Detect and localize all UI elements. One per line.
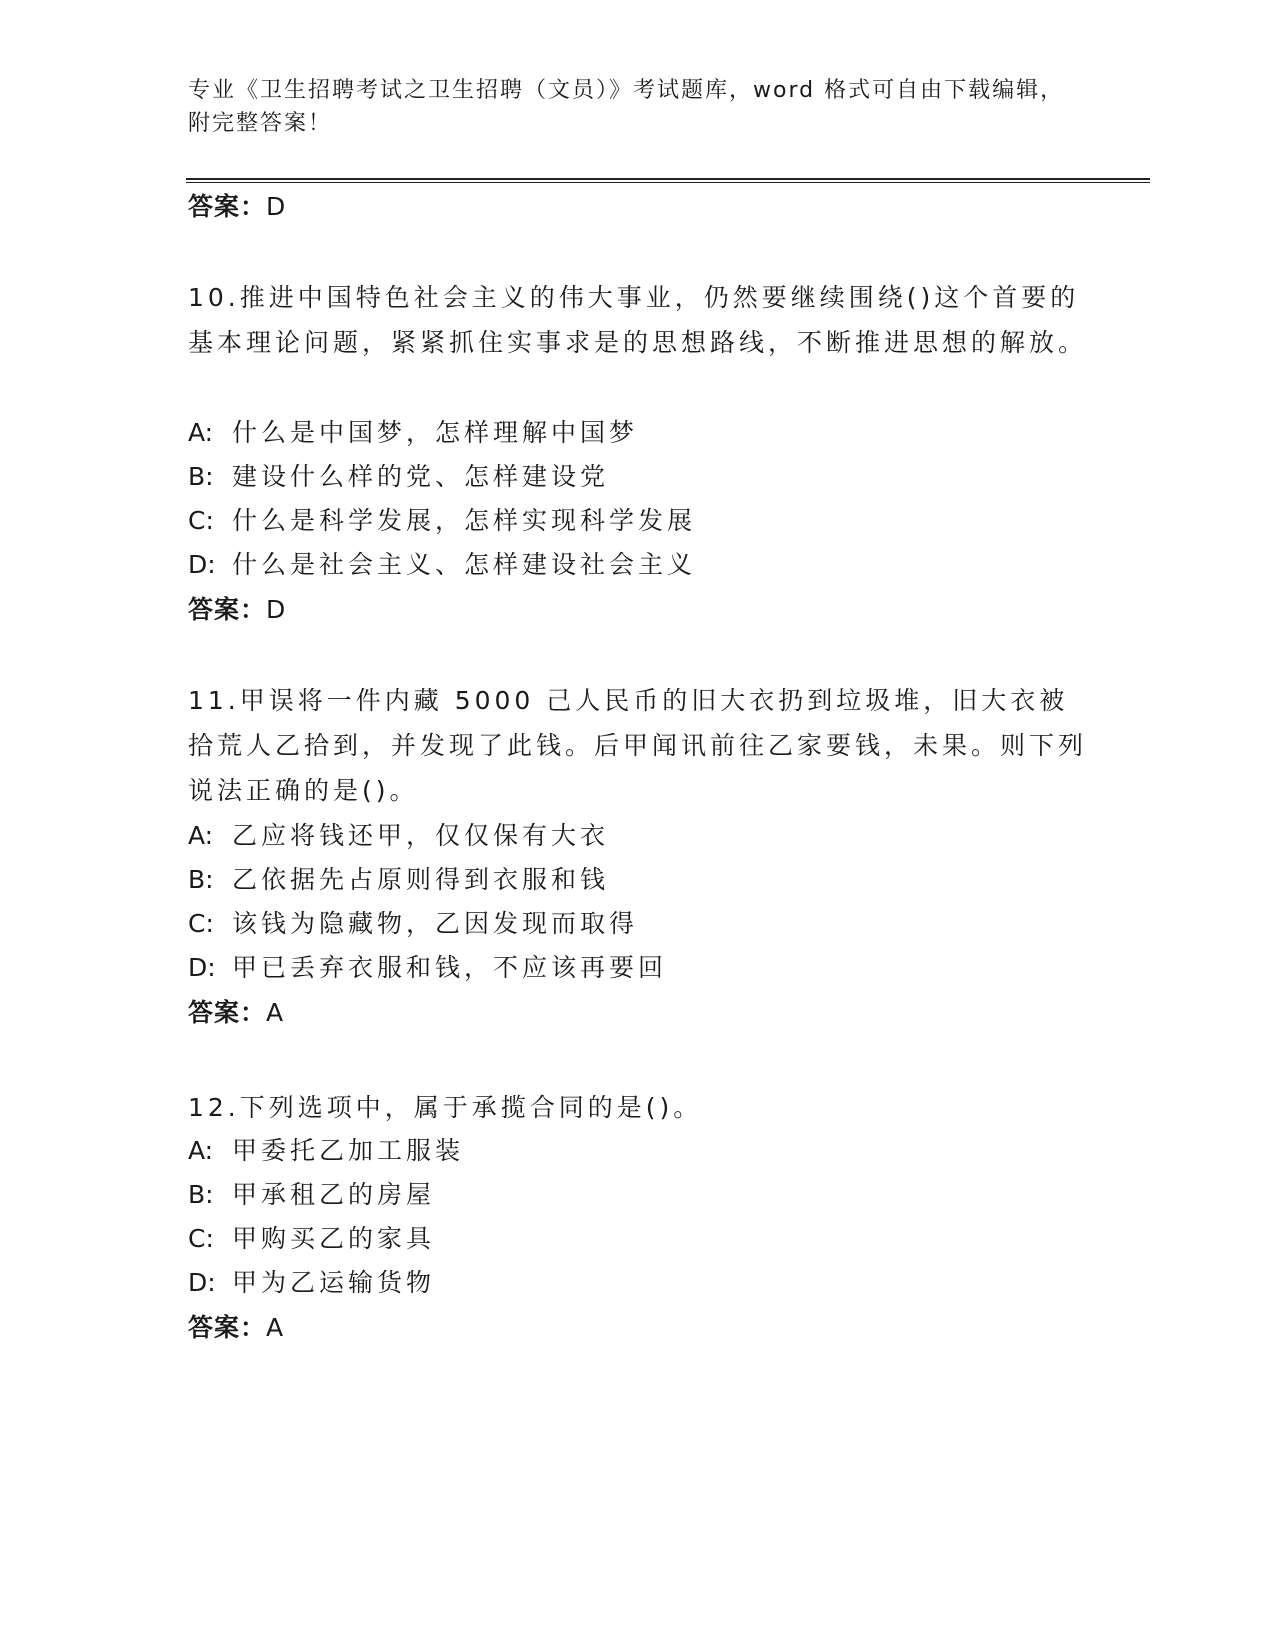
option-text: 甲为乙运输货物 [232,1268,436,1297]
previous-answer [188,190,286,224]
question-11-option-a [188,819,609,853]
option-text: 甲购买乙的家具 [232,1224,436,1253]
answer-label: 答案： [188,1313,267,1342]
page-header: 专业《卫生招聘考试之卫生招聘（文员）》考试题库，word 格式可自由下载编辑，附完整答案！ [188,78,1065,136]
answer-value: A [266,998,285,1027]
option-key: A: [188,1136,214,1165]
question-11-option-d [188,951,667,985]
question-12-text: 12.下列选项中，属于承揽合同的是()。 [188,1093,703,1122]
question-11-option-b [188,863,609,897]
question-12-option-b [188,1178,435,1212]
question-12-option-c [188,1222,435,1256]
answer-value: D [266,595,287,624]
option-text: 什么是社会主义、怎样建设社会主义 [232,550,697,579]
option-key: C: [188,506,214,535]
question-10-text: 10.推进中国特色社会主义的伟大事业，仍然要继续围绕()这个首要的基本理论问题，紧紧抓住实事求是的思想路线，不断推进思想的解放。 [188,283,1088,357]
option-key: B: [188,865,214,894]
question-11-text: 11.甲误将一件内藏 5000 己人民币的旧大衣扔到垃圾堆，旧大衣被拾荒人乙拾到，并发现了此钱。后甲闻讯前往乙家要钱，未果。则下列说法正确的是()。 [188,686,1088,805]
option-text: 甲已丢弃衣服和钱，不应该再要回 [232,953,668,982]
option-key: C: [188,909,214,938]
question-11-option-c [188,907,638,941]
header-divider-thin [186,182,1150,183]
answer-value: A [266,1313,285,1342]
option-text: 乙依据先占原则得到衣服和钱 [232,865,610,894]
option-text: 什么是中国梦，怎样理解中国梦 [232,418,639,447]
question-12-option-a [188,1134,464,1168]
question-12-option-d [188,1266,435,1300]
option-text: 该钱为隐藏物，乙因发现而取得 [232,909,639,938]
option-text: 甲委托乙加工服装 [232,1136,465,1165]
question-11-answer [188,996,284,1030]
question-10-option-c [188,504,696,538]
answer-value: D [266,192,287,221]
option-key: C: [188,1224,214,1253]
question-10-option-b [188,460,609,494]
question-10-option-a [188,416,638,450]
option-key: B: [188,1180,214,1209]
option-text: 建设什么样的党、怎样建设党 [232,462,610,491]
answer-label: 答案： [188,998,267,1027]
question-10-option-d [188,548,696,582]
option-key: D: [188,953,216,982]
answer-label: 答案： [188,595,267,624]
option-text: 甲承租乙的房屋 [232,1180,436,1209]
option-text: 乙应将钱还甲，仅仅保有大衣 [232,821,610,850]
header-divider [186,178,1150,180]
question-10-answer [188,593,286,627]
option-key: D: [188,1268,216,1297]
question-12-answer [188,1311,284,1345]
option-key: B: [188,462,214,491]
option-key: D: [188,550,216,579]
option-key: A: [188,418,214,447]
option-text: 什么是科学发展，怎样实现科学发展 [232,506,697,535]
answer-label: 答案： [188,192,267,221]
option-key: A: [188,821,214,850]
